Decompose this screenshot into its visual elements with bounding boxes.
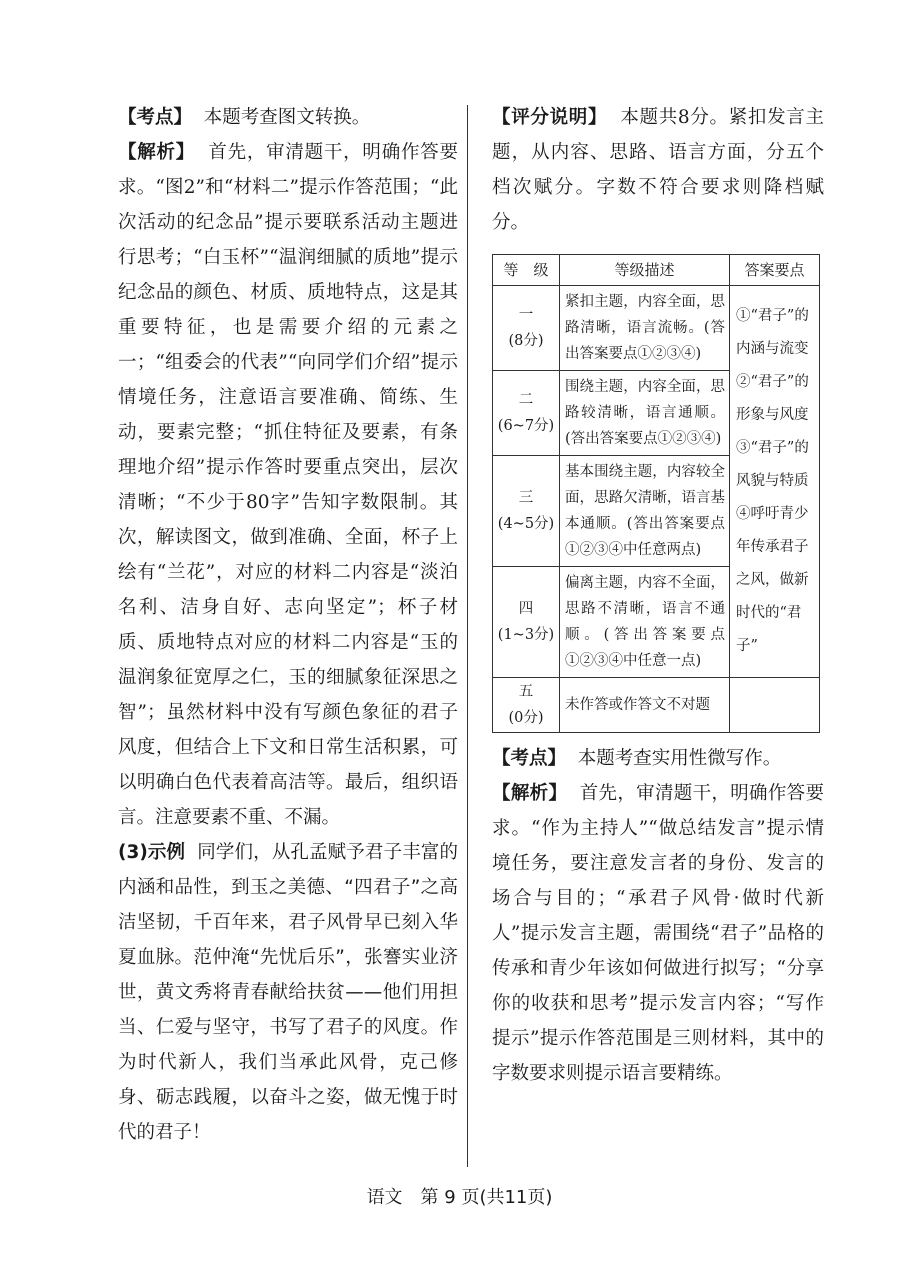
scoring-note-paragraph	[492, 100, 824, 240]
table-row	[493, 286, 820, 371]
jiexi-tag: 【解析】	[118, 142, 196, 163]
level-cell	[493, 371, 560, 456]
level-description: 偏离主题，内容不全面，思路不清晰，语言不通顺。(答出答案要点①②③④中任意一点)	[560, 567, 730, 678]
example-text: 同学们，从孔孟赋予君子丰富的内涵和品性，到玉之美德、“四君子”之高洁坚韧，千百年来，君子风骨早已刻入华夏血脉。范仲淹“先忧后乐”，张謇实业济世，黄文秀将青春献给扶贫——他们用担当、仁爱与坚守，书写了君子的风度。作为时代新人，我们当承此风骨，克己修身、砺志践履，以奋斗之姿，做无愧于时代的君子！	[118, 842, 458, 1143]
level-name: 二	[518, 392, 534, 408]
level-description: 未作答或作答文不对题	[560, 678, 730, 733]
scoring-note-tag: 【评分说明】	[492, 107, 608, 128]
level-name: 三	[518, 490, 534, 506]
header-answer-points: 答案要点	[730, 255, 820, 286]
jiexi-text: 首先，审清题干，明确作答要求。“图2”和“材料二”提示作答范围；“此次活动的纪念品”提示要联系活动主题进行思考；“白玉杯”“温润细腻的质地”提示纪念品的颜色、材质、质地特点，这是其重要特征，也是需要介绍的元素之一；“组委会的代表”“向同学们介绍”提示情境任务，注意语言要准确、简练、生动，要素完整；“抓住特征及要素，有条理地介绍”提示作答时要重点突出，层次清晰；“不少于80字”告知字数限制。其次，解读图文，做到准确、全面，杯子上绘有“兰花”，对应的材料二内容是“淡泊名利、洁身自好、志向坚定”；杯子材质、质地特点对应的材料二内容是“玉的温润象征宽厚之仁，玉的细腻象征深思之智”；虽然材料中没有写颜色象征的君子风度，但结合上下文和日常生活积累，可以明确白色代表着高洁等。最后，组织语言。注意要素不重、不漏。	[118, 142, 458, 828]
level-cell	[493, 456, 560, 567]
answer-points-cell: ①“君子”的内涵与流变②“君子”的形象与风度③“君子”的风貌与特质④呼吁青少年传承君子之风，做新时代的“君子”	[730, 286, 820, 678]
jiexi-tag: 【解析】	[492, 783, 568, 804]
table-row	[493, 678, 820, 733]
left-column	[118, 100, 458, 1150]
level-score: (8分)	[508, 333, 544, 349]
kaodian-tag: 【考点】	[118, 107, 193, 128]
right-kaodian-paragraph	[492, 741, 824, 776]
level-score: (0分)	[508, 710, 544, 726]
grading-table-header	[493, 255, 820, 286]
level-score: (4~5分)	[497, 516, 555, 532]
left-kaodian-paragraph	[118, 100, 458, 135]
level-cell	[493, 567, 560, 678]
scoring-note-text: 本题共8分。紧扣发言主题，从内容、思路、语言方面，分五个档次赋分。字数不符合要求则降档赋分。	[492, 107, 824, 233]
right-jiexi-paragraph	[492, 776, 824, 1091]
right-column	[492, 100, 824, 1091]
header-level: 等 级	[493, 255, 560, 286]
kaodian-text: 本题考查图文转换。	[203, 107, 371, 128]
grading-table	[492, 254, 820, 733]
level-score: (1~3分)	[497, 627, 555, 643]
jiexi-text: 首先，审清题干，明确作答要求。“作为主持人”“做总结发言”提示情境任务，要注意发言者的身份、发言的场合与目的；“承君子风骨·做时代新人”提示发言主题，需围绕“君子”品格的传承和青少年该如何做进行拟写；“分享你的收获和思考”提示发言内容；“写作提示”提示作答范围是三则材料，其中的字数要求则提示语言要精练。	[492, 783, 824, 1084]
header-description: 等级描述	[560, 255, 730, 286]
empty-cell	[730, 678, 820, 733]
level-name: 一	[518, 307, 534, 323]
example-tag: (3)示例	[118, 842, 186, 863]
level-description: 基本围绕主题，内容较全面，思路欠清晰，语言基本通顺。(答出答案要点①②③④中任意两点)	[560, 456, 730, 567]
example-answer-paragraph	[118, 835, 458, 1150]
level-score: (6~7分)	[497, 418, 555, 434]
left-jiexi-paragraph	[118, 135, 458, 835]
level-name: 四	[518, 601, 534, 617]
kaodian-text: 本题考查实用性微写作。	[577, 748, 782, 769]
page-footer: 语文 第 9 页(共11页)	[366, 1187, 553, 1208]
level-cell	[493, 286, 560, 371]
level-description: 紧扣主题，内容全面，思路清晰，语言流畅。(答出答案要点①②③④)	[560, 286, 730, 371]
level-description: 围绕主题，内容全面，思路较清晰，语言通顺。(答出答案要点①②③④)	[560, 371, 730, 456]
kaodian-tag: 【考点】	[492, 748, 567, 769]
level-cell	[493, 678, 560, 733]
column-divider	[467, 105, 468, 1167]
level-name: 五	[518, 684, 534, 700]
